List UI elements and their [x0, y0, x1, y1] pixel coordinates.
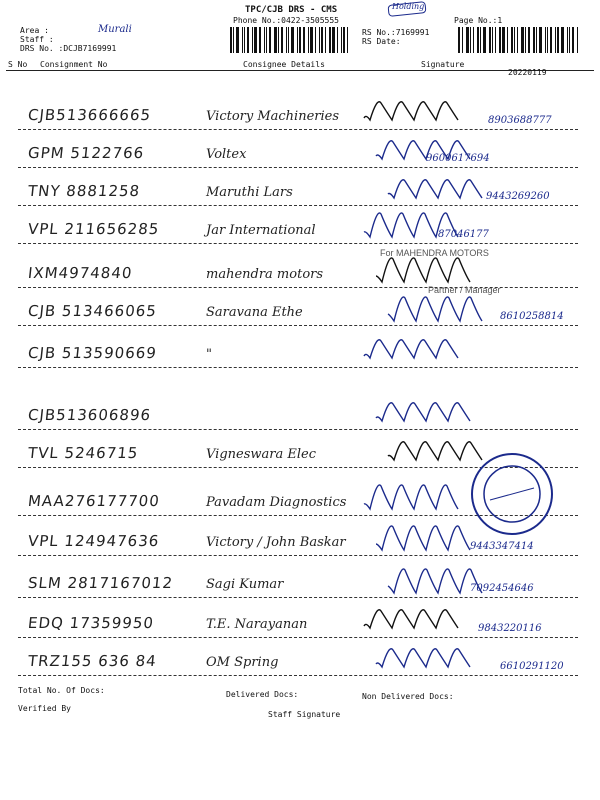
consignment-number: MAA276177700 [27, 492, 161, 510]
signature-scribble [384, 562, 504, 596]
signature-scribble [372, 132, 492, 166]
barcode-bar [288, 27, 289, 53]
table-row [0, 168, 600, 208]
barcode-bar [274, 27, 277, 53]
consignment-number: IXM4974840 [27, 264, 134, 282]
staff-signature-label: Staff Signature [268, 710, 341, 719]
consignee-name: mahendra motors [206, 267, 324, 282]
barcode-bar [557, 27, 559, 53]
column-header-sno: S No [8, 60, 28, 69]
row-divider [18, 597, 578, 598]
row-divider [18, 555, 578, 556]
barcode-bar [521, 27, 524, 53]
barcode-bar [347, 27, 348, 53]
barcode-bar [507, 27, 508, 53]
barcode-bar [483, 27, 486, 53]
barcode-bar [517, 27, 518, 53]
consignee-phone: 7092454646 [470, 583, 534, 594]
total-docs-label: Total No. Of Docs: [18, 686, 105, 695]
partner-stamp-line: Partner / Manager [428, 285, 501, 295]
barcode-bar [499, 27, 501, 53]
barcode-bar [550, 27, 552, 53]
barcode-bar [252, 27, 253, 53]
barcode-bar [567, 27, 568, 53]
verified-by-label: Verified By [18, 704, 71, 713]
barcode-bar [278, 27, 279, 53]
consignment-number: CJB513666665 [27, 106, 153, 124]
sheet-title: TPC/CJB DRS - CMS [245, 5, 338, 15]
page-number: Page No.:1 [454, 16, 503, 25]
barcode-bar [242, 27, 243, 53]
barcode-bar [495, 27, 496, 53]
barcode-bar [470, 27, 471, 53]
header-rule [6, 70, 594, 71]
rs-date: RS Date: [362, 37, 401, 46]
barcode-bar [533, 27, 535, 53]
consignment-number: CJB 513466065 [27, 302, 158, 320]
consignee-name: T.E. Narayanan [206, 617, 308, 632]
barcode-bar [525, 27, 526, 53]
consignee-name: " [206, 347, 212, 362]
table-row [0, 250, 600, 290]
table-row [0, 392, 600, 432]
consignee-phone: 9843220116 [478, 623, 542, 634]
barcode-bar [259, 27, 261, 53]
barcode-bar [480, 27, 481, 53]
barcode-bar [545, 27, 546, 53]
barcode-bar [539, 27, 542, 53]
barcode-bar [547, 27, 548, 53]
signature-scribble [360, 94, 480, 128]
signature-scribble [372, 394, 492, 428]
signature-scribble [384, 170, 504, 204]
signature-scribble [360, 332, 480, 366]
consignment-number: TVL 5246715 [27, 444, 140, 462]
barcode-bar [247, 27, 249, 53]
barcode-bar [577, 27, 578, 53]
barcode-bar [462, 27, 463, 53]
signature-scribble [360, 480, 480, 514]
area-value: Murali [98, 24, 132, 35]
non-delivered-docs-label: Non Delivered Docs: [362, 692, 454, 701]
consignment-number: CJB 513590669 [27, 344, 158, 362]
table-row [0, 560, 600, 600]
consignee-phone: 8610258814 [500, 311, 564, 322]
consignment-number: VPL 124947636 [27, 532, 161, 550]
barcode-bar [286, 27, 287, 53]
consignee-name: Vigneswara Elec [206, 447, 316, 462]
consignee-name: Pavadam Diagnostics [206, 495, 347, 510]
consignee-phone: 87046177 [438, 229, 489, 240]
barcode-bar [308, 27, 309, 53]
barcode-bar [514, 27, 515, 53]
barcode-bar [329, 27, 331, 53]
phone-number: Phone No.:0422-3505555 [233, 16, 339, 25]
table-row [0, 330, 600, 370]
column-header-consignment: Consignment No [40, 60, 108, 69]
delivered-docs-label: Delivered Docs: [226, 690, 299, 699]
barcode-bar [343, 27, 345, 53]
consignee-name: Maruthi Lars [206, 185, 293, 200]
signature-scribble [372, 640, 492, 674]
company-seal-stamp [468, 450, 556, 538]
barcode-bar [319, 27, 320, 53]
consignee-name: Sagi Kumar [206, 577, 284, 592]
barcode-bar [502, 27, 505, 53]
drs-number: DRS No. :DCJB7169991 [20, 44, 117, 53]
holding-annotation: Holding [392, 2, 425, 11]
staff-label: Staff : [20, 35, 54, 44]
barcode-bar [254, 27, 257, 53]
signature-scribble [360, 602, 480, 636]
table-row [0, 92, 600, 132]
barcode-bar [337, 27, 338, 53]
barcode-bar [281, 27, 283, 53]
consignee-phone: 8903688777 [488, 115, 552, 126]
area-label: Area : [20, 26, 49, 35]
barcode-bar [244, 27, 245, 53]
barcode-bar [555, 27, 556, 53]
barcode-bar [297, 27, 298, 53]
table-row [0, 638, 600, 678]
consignee-name: Jar International [206, 223, 316, 238]
barcode-bar [477, 27, 479, 53]
barcode-bar [569, 27, 570, 53]
consignee-phone: 6610291120 [500, 661, 564, 672]
consignment-number: TNY 8881258 [27, 182, 142, 200]
row-divider [18, 243, 578, 244]
consignee-name: Voltex [206, 147, 247, 162]
barcode-bar [572, 27, 574, 53]
barcode-bar [264, 27, 265, 53]
barcode-bar [511, 27, 513, 53]
barcode-bar [341, 27, 342, 53]
firm-stamp-line: For MAHENDRA MOTORS [380, 248, 489, 258]
consignee-phone: 9443269260 [486, 191, 550, 202]
barcode-left [230, 27, 354, 53]
table-row [0, 130, 600, 170]
barcode-bar [528, 27, 530, 53]
table-row [0, 288, 600, 328]
barcode-bar [269, 27, 271, 53]
signature-scribble [360, 208, 480, 242]
barcode-bar [473, 27, 474, 53]
barcode-bar [266, 27, 267, 53]
barcode-bar [303, 27, 305, 53]
consignee-name: Saravana Ethe [206, 305, 303, 320]
barcode-right [458, 27, 582, 53]
signature-scribble [384, 290, 504, 324]
consignment-number: GPM 5122766 [27, 144, 146, 162]
consignment-number: VPL 211656285 [27, 220, 161, 238]
barcode-bar [561, 27, 564, 53]
barcode-bar [332, 27, 335, 53]
barcode-bar [458, 27, 460, 53]
consignee-phone: 9443347414 [470, 541, 534, 552]
row-divider [18, 367, 578, 368]
barcode-bar [536, 27, 537, 53]
barcode-bar [291, 27, 294, 53]
consignee-name: Victory Machineries [206, 109, 340, 124]
table-row [0, 600, 600, 640]
row-divider [18, 675, 578, 676]
consignment-number: TRZ155 636 84 [27, 652, 158, 670]
table-row [0, 206, 600, 246]
date-stamp: 20220119 [508, 68, 547, 77]
barcode-bar [466, 27, 469, 53]
barcode-bar [230, 27, 232, 53]
consignee-phone: 9600617694 [426, 153, 490, 164]
consignment-number: EDQ 17359950 [27, 614, 155, 632]
column-header-details: Consignee Details [243, 60, 325, 69]
barcode-bar [492, 27, 493, 53]
row-divider [18, 325, 578, 326]
barcode-bar [233, 27, 234, 53]
barcode-bar [325, 27, 326, 53]
consignee-name: OM Spring [206, 655, 279, 670]
consignment-number: SLM 2817167012 [27, 574, 174, 592]
consignment-number: CJB513606896 [27, 406, 153, 424]
barcode-bar [489, 27, 491, 53]
barcode-bar [310, 27, 313, 53]
barcode-bar [315, 27, 316, 53]
barcode-bar [299, 27, 301, 53]
rs-number: RS No.:7169991 [362, 28, 430, 37]
consignee-name: Victory / John Baskar [206, 535, 346, 550]
barcode-bar [236, 27, 239, 53]
barcode-bar [321, 27, 323, 53]
column-header-signature: Signature [421, 60, 465, 69]
